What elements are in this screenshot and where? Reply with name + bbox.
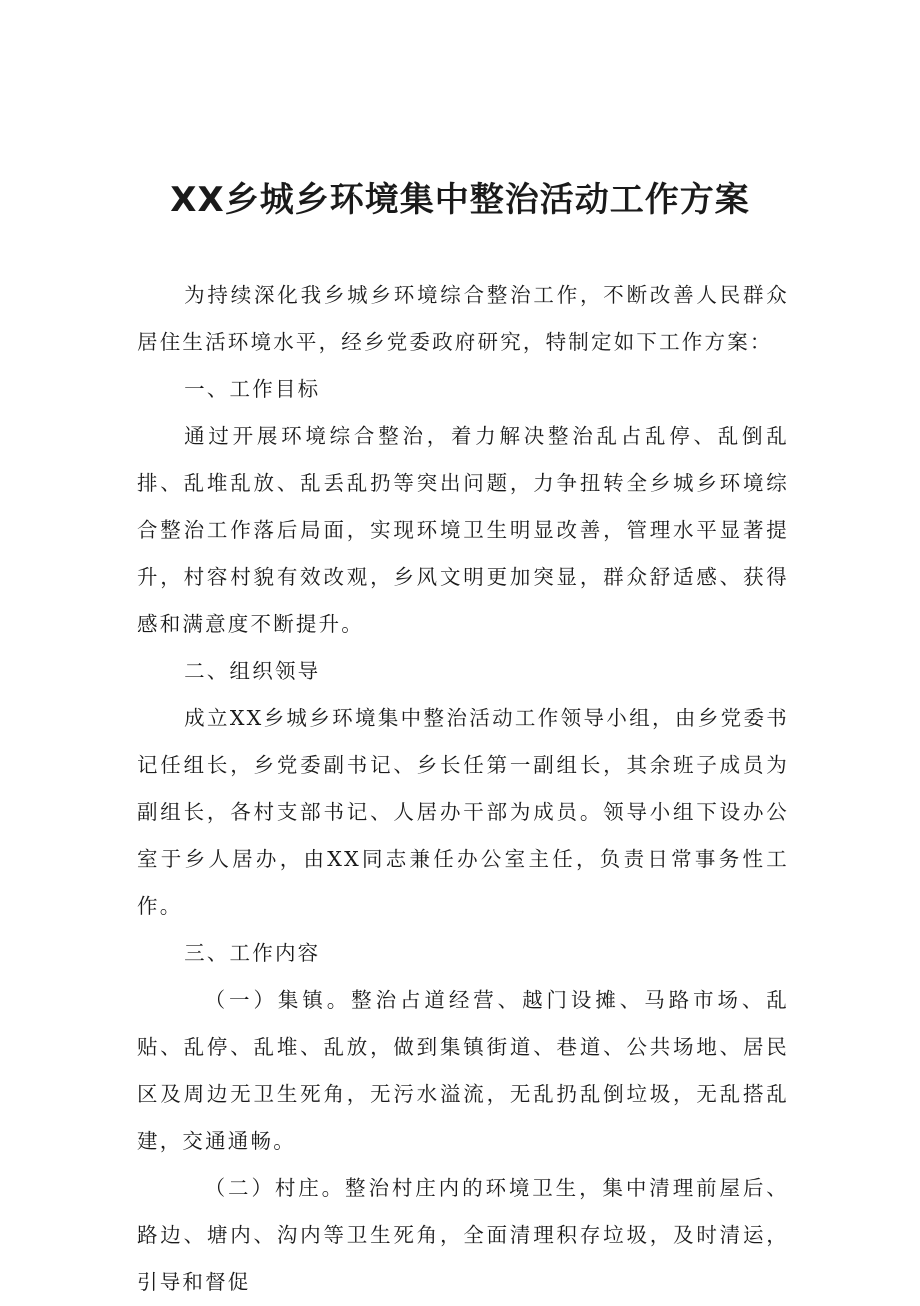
goals-paragraph: 通过开展环境综合整治，着力解决整治乱占乱停、乱倒乱排、乱堆乱放、乱丢乱扔等突出问题，力争扭转全乡城乡环境综合整治工作落后局面，实现环境卫生明显改善，管理水平显著提升，村容村貌有效改观，乡风文明更加突显，群众舒适感、获得感和满意度不断提升。 <box>137 424 789 636</box>
content-item-village: （二）村庄。整治村庄内的环境卫生，集中清理前屋后、路边、塘内、沟内等卫生死角，全面清理积存垃圾，及时清运，引导和督促 <box>137 1176 789 1294</box>
section-heading-content: 三、工作内容 <box>184 941 321 965</box>
document-body <box>137 272 789 1306</box>
content-item-town: （一）集镇。整治占道经营、越门设摊、马路市场、乱贴、乱停、乱堆、乱放，做到集镇街道、巷道、公共场地、居民区及周边无卫生死角，无污水溢流，无乱扔乱倒垃圾，无乱搭乱建，交通通畅。 <box>137 988 789 1153</box>
intro-paragraph: 为持续深化我乡城乡环境综合整治工作，不断改善人民群众居住生活环境水平，经乡党委政府研究，特制定如下工作方案： <box>137 283 789 354</box>
section-heading-goals: 一、工作目标 <box>184 377 321 401</box>
document-title: XX乡城乡环境集中整治活动工作方案 <box>170 180 750 220</box>
section-heading-organization: 二、组织领导 <box>184 659 321 683</box>
organization-paragraph: 成立XX乡城乡环境集中整治活动工作领导小组，由乡党委书记任组长，乡党委副书记、乡长任第一副组长，其余班子成员为副组长，各村支部书记、人居办干部为成员。领导小组下设办公室于乡人居办，由XX同志兼任办公室主任，负责日常事务性工作。 <box>137 706 789 918</box>
